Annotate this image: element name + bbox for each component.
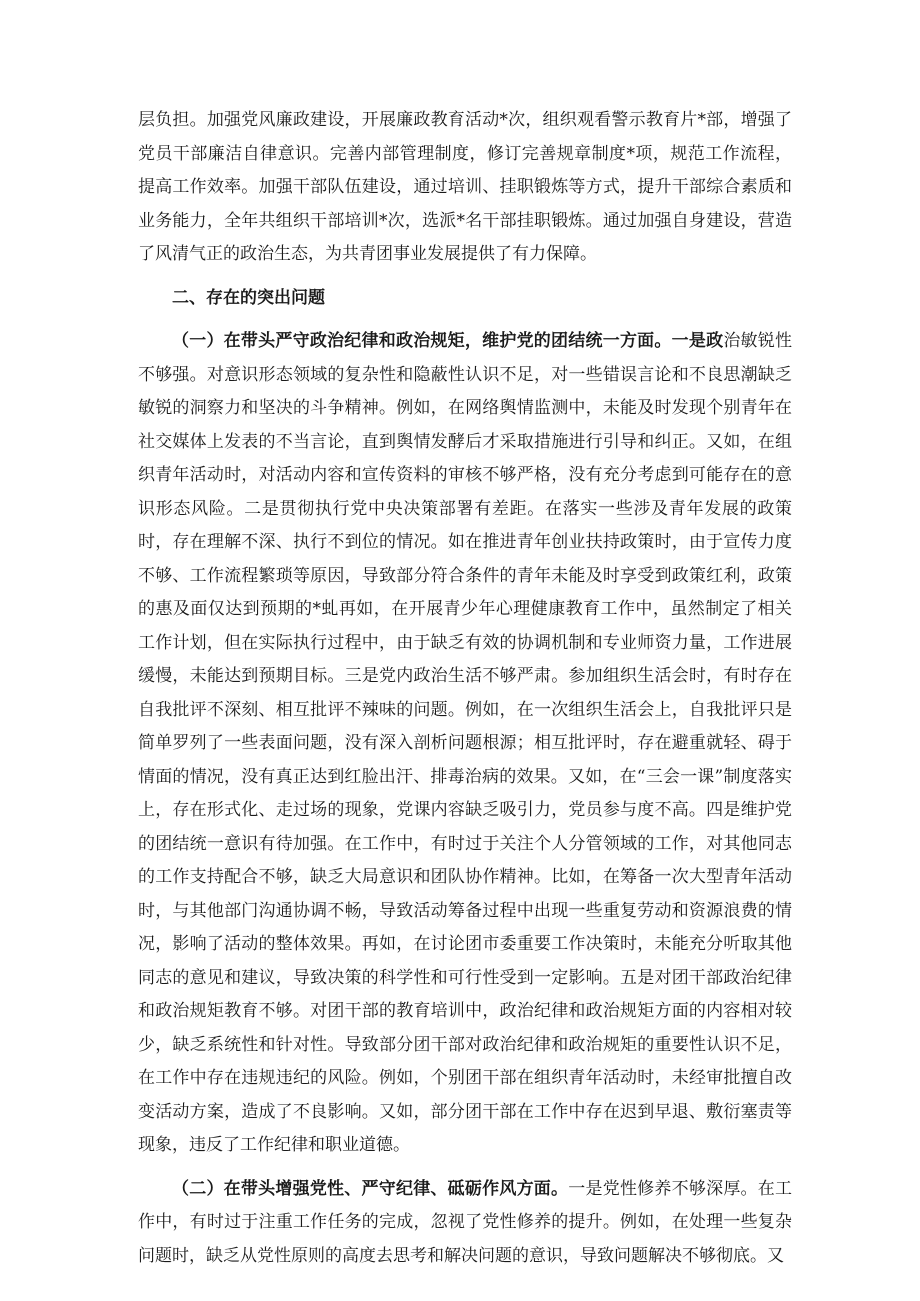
sub2-heading: （二）在带头增强党性、严守纪律、砥砺作风方面。 xyxy=(172,1178,569,1199)
sub1-lead: 一是政 xyxy=(671,331,724,351)
paragraph-sub2 xyxy=(138,1173,792,1274)
sub1-body: 治敏锐性不够强。对意识形态领域的复杂性和隐蔽性认识不足，对一些错误言论和不良思潮缺乏敏锐的洞察力和坚决的斗争精神。例如，在网络舆情监测中，未能及时发现个别青年在社交媒体上发表的不当言论，直到舆情发酵后才采取措施进行引导和纠正。又如，在组织青年活动时，对活动内容和宣传资料的审核不够严格，没有充分考虑到可能存在的意识形态风险。二是贯彻执行党中央决策部署有差距。在落实一些涉及青年发展的政策时，存在理解不深、执行不到位的情况。如在推进青年创业扶持政策时，由于宣传力度不够、工作流程繁琐等原因，导致部分符合条件的青年未能及时享受到政策红利，政策的惠及面仅达到预期的*虬再如，在开展青少年心理健康教育工作中，虽然制定了相关工作计划，但在实际执行过程中，由于缺乏有效的协调机制和专业师资力量，工作进展缓慢，未能达到预期目标。三是党内政治生活不够严肃。参加组织生活会时，有时存在自我批评不深刻、相互批评不辣味的问题。例如，在一次组织生活会上，自我批评只是简单罗列了一些表面问题，没有深入剖析问题根源；相互批评时，存在避重就轻、碍于情面的情况，没有真正达到红脸出汗、排毒治病的效果。又如，在“三会一课”制度落实上，存在形式化、走过场的现象，党课内容缺乏吸引力，党员参与度不高。四是维护党的团结统一意识有待加强。在工作中，有时过于关注个人分管领域的工作，对其他同志的工作支持配合不够，缺乏大局意识和团队协作精神。比如，在筹备一次大型青年活动时，与其他部门沟通协调不畅，导致活动筹备过程中出现一些重复劳动和资源浪费的情况，影响了活动的整体效果。再如，在讨论团市委重要工作决策时，未能充分听取其他同志的意见和建议，导致决策的科学性和可行性受到一定影响。五是对团干部政治纪律和政治规矩教育不够。对团干部的教育培训中，政治纪律和政治规矩方面的内容相对较少，缺乏系统性和针对性。导致部分团干部对政治纪律和政治规矩的重要性认识不足，在工作中存在违规违纪的风险。例如，个别团干部在组织青年活动时，未经审批擅自改变活动方案，造成了不良影响。又如，部分团干部在工作中存在迟到早退、敷衍塞责等现象，违反了工作纪律和职业道德。 xyxy=(138,331,793,1155)
paragraph-continued: 层负担。加强党风廉政建设，开展廉政教育活动*次，组织观看警示教育片*部，增强了党员干部廉洁自律意识。完善内部管理制度，修订完善规章制度*项，规范工作流程，提高工作效率。加强干部队伍建设，通过培训、挂职锻炼等方式，提升干部综合素质和业务能力，全年共组织干部培训*次，选派*名干部挂职锻炼。通过加强自身建设，营造了风清气正的政治生态，为共青团事业发展提供了有力保障。 xyxy=(138,110,792,264)
paragraph-sub1 xyxy=(138,325,792,1163)
sub1-heading: （一）在带头严守政治纪律和政治规矩，维护党的团结统一方面。 xyxy=(172,331,672,351)
sub2-body: 一是党性修养不够深厚。在工作中，有时过于注重工作任务的完成，忽视了党性修养的提升。例如，在处理一些复杂问题时，缺乏从党性原则的高度去思考和解决问题的意识，导致问题解决不够彻底。又 xyxy=(138,1178,793,1266)
section-heading: 二、存在的突出问题 xyxy=(172,287,325,308)
